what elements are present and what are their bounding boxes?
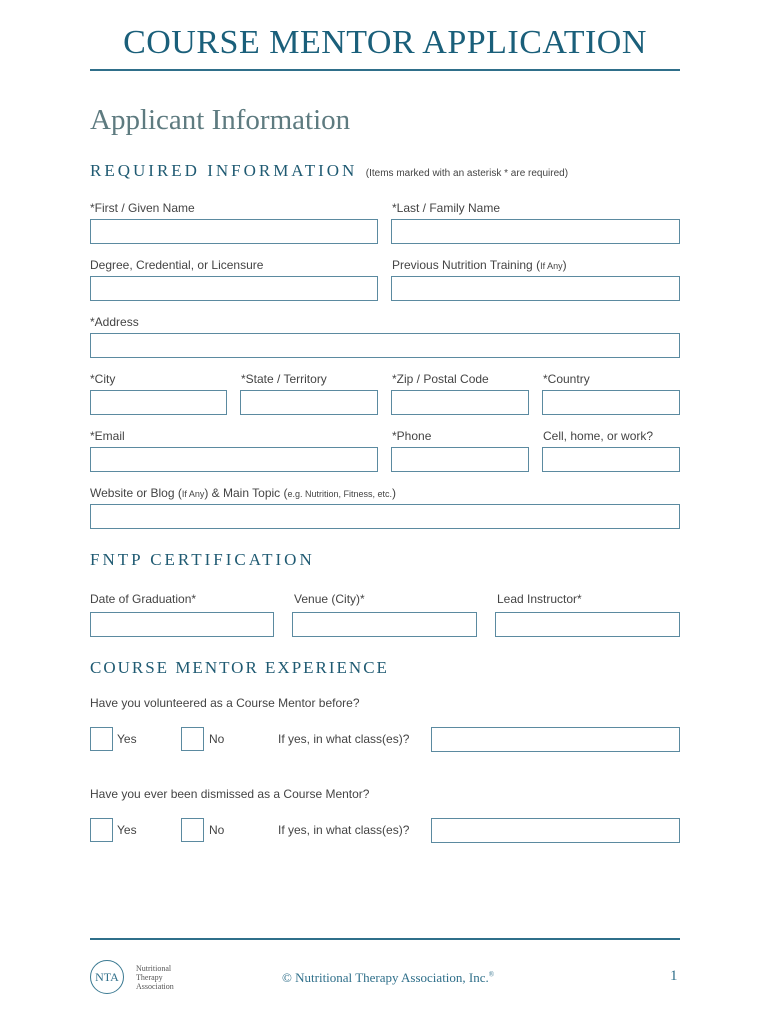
dismissed-no-checkbox[interactable]	[181, 818, 204, 842]
dismissed-yes-checkbox[interactable]	[90, 818, 113, 842]
dismissed-question: Have you ever been dismissed as a Course Mentor?	[90, 787, 370, 801]
footer-divider	[90, 938, 680, 940]
nutrition-training-field[interactable]	[391, 276, 680, 301]
required-note: (Items marked with an asterisk * are required)	[365, 168, 569, 179]
required-information-heading: REQUIRED INFORMATION	[90, 161, 358, 180]
email-label: *Email	[90, 429, 125, 443]
volunteered-no-checkbox[interactable]	[181, 727, 204, 751]
zip-label: *Zip / Postal Code	[392, 372, 489, 386]
phone-label: *Phone	[392, 429, 432, 443]
page-number: 1	[670, 968, 678, 984]
lead-instructor-field[interactable]	[495, 612, 680, 637]
course-mentor-experience-heading: COURSE MENTOR EXPERIENCE	[90, 658, 389, 677]
nta-logo-text: Nutritional Therapy Association	[136, 964, 174, 991]
city-label: *City	[90, 372, 116, 386]
volunteered-question: Have you volunteered as a Course Mentor before?	[90, 696, 360, 710]
venue-field[interactable]	[292, 612, 477, 637]
first-name-field[interactable]	[90, 219, 378, 244]
fntp-certification-heading: FNTP CERTIFICATION	[90, 550, 315, 569]
volunteered-classes-label: If yes, in what class(es)?	[278, 732, 410, 746]
state-field[interactable]	[240, 390, 378, 415]
first-name-label: *First / Given Name	[90, 201, 195, 215]
graduation-date-label: Date of Graduation*	[90, 592, 197, 606]
volunteered-no-label: No	[209, 732, 225, 746]
page-title: COURSE MENTOR APPLICATION	[123, 24, 647, 61]
state-label: *State / Territory	[241, 372, 327, 386]
dismissed-no-label: No	[209, 823, 225, 837]
address-field[interactable]	[90, 333, 680, 358]
volunteered-classes-field[interactable]	[431, 727, 680, 752]
title-divider	[90, 69, 680, 71]
zip-field[interactable]	[391, 390, 529, 415]
last-name-field[interactable]	[391, 219, 680, 244]
website-label: Website or Blog (If Any) & Main Topic (e.g. Nutrition, Fitness, etc.)	[90, 486, 397, 500]
lead-instructor-label: Lead Instructor*	[497, 592, 582, 606]
volunteered-yes-label: Yes	[117, 732, 137, 746]
nutrition-training-label: Previous Nutrition Training (If Any)	[392, 258, 567, 272]
applicant-information-heading: Applicant Information	[90, 104, 351, 136]
country-field[interactable]	[542, 390, 680, 415]
dismissed-yes-label: Yes	[117, 823, 137, 837]
country-label: *Country	[543, 372, 590, 386]
copyright-text: © Nutritional Therapy Association, Inc.®	[282, 970, 495, 985]
email-field[interactable]	[90, 447, 378, 472]
nta-logo-letters: NTA	[95, 970, 119, 984]
degree-label: Degree, Credential, or Licensure	[90, 258, 264, 272]
last-name-label: *Last / Family Name	[392, 201, 501, 215]
city-field[interactable]	[90, 390, 227, 415]
phone-type-field[interactable]	[542, 447, 680, 472]
graduation-date-field[interactable]	[90, 612, 274, 637]
phone-field[interactable]	[391, 447, 529, 472]
phone-type-label: Cell, home, or work?	[543, 429, 654, 443]
dismissed-classes-field[interactable]	[431, 818, 680, 843]
required-information-header	[90, 161, 568, 181]
volunteered-yes-checkbox[interactable]	[90, 727, 113, 751]
address-label: *Address	[90, 315, 139, 329]
website-field[interactable]	[90, 504, 680, 529]
degree-field[interactable]	[90, 276, 378, 301]
venue-label: Venue (City)*	[294, 592, 365, 606]
dismissed-classes-label: If yes, in what class(es)?	[278, 823, 410, 837]
